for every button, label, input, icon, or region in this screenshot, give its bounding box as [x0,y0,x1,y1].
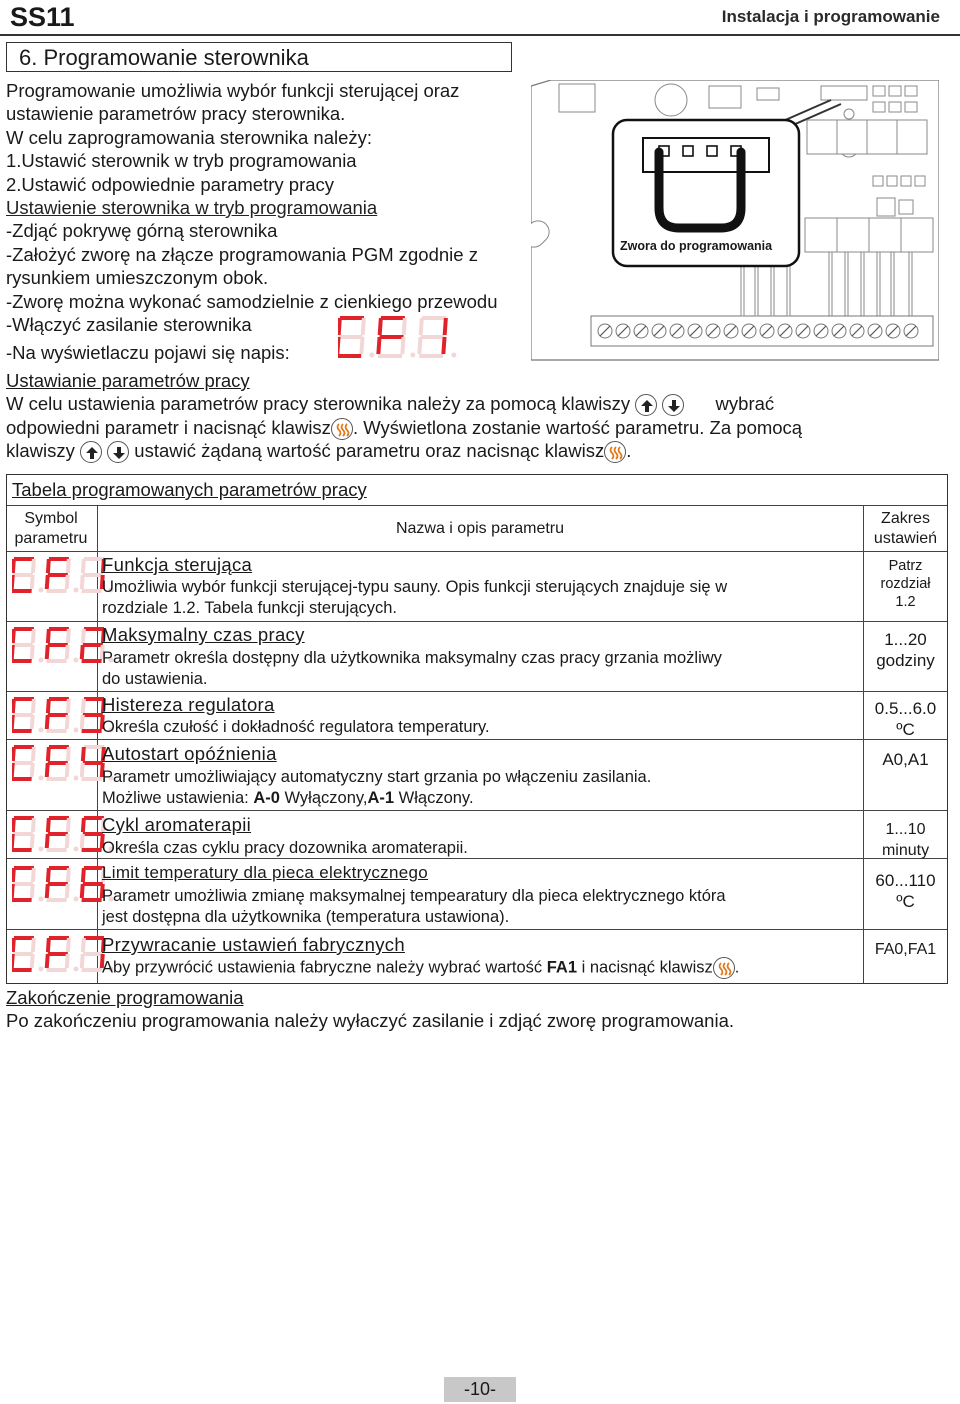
header-rule [0,34,960,36]
param-desc [102,717,490,738]
param-desc-line: Możliwe ustawienia: A-0 Wyłączony,A-1 Włączony. [102,789,474,807]
intro-line: 1.Ustawić sterownik w tryb programowania [6,150,357,172]
intro-line: Programowanie umożliwia wybór funkcji sterującej oraz [6,80,460,101]
param-range-line: ºC [896,892,915,911]
param-desc-line: Parametr określa dostępny dla użytkownika maksymalny czas pracy grzania możliwy [102,649,722,667]
controller-board-diagram [531,80,939,371]
param-name: Przywracanie ustawień fabrycznych [102,934,405,955]
param-desc [102,838,468,859]
table-title: Tabela programowanych parametrów pracy [12,479,367,500]
chapter-title: Instalacja i programowanie [721,7,940,26]
param-range [863,939,948,960]
jumper-label: Zwora do programowania [620,239,773,253]
header-symbol-line: parametru [14,530,88,547]
header-name: Nazwa i opis parametru [395,520,565,537]
param-range-line: 0.5...6.0 [874,699,937,718]
params-text: wybrać [715,393,775,414]
param-range-line: Patrz [888,558,923,574]
param-range [863,819,948,861]
param-range-line: 1...10 [885,821,926,838]
param-range-line: A0,A1 [882,750,929,769]
mode-line: rysunkiem umieszczonym obok. [6,267,269,289]
param-range-line: godziny [876,651,935,670]
header-range-line: ustawień [873,530,938,547]
param-range [863,557,948,611]
param-range-line: rozdział [880,576,931,592]
param-name: Funkcja sterująca [102,554,253,575]
mode-line: -Zworę można wykonać samodzielnie z cienkiego przewodu [6,290,498,312]
header-range-line: Zakres [881,510,930,527]
param-name: Histereza regulatora [102,694,275,715]
header-range [863,509,948,549]
arrow-up-key-icon [80,441,102,463]
section-title: 6. Programowanie sterownika [6,42,512,72]
params-line-1 [6,392,774,416]
end-text: Po zakończeniu programowania należy wyłaczyć zasilanie i zdjąć zworę programowania. [6,1010,735,1031]
param-range [863,629,948,671]
intro-text [6,79,498,336]
intro-line: 2.Ustawić odpowiednie parametry pracy [6,173,335,195]
params-text: odpowiedni parametr i nacisnąć klawisz [6,417,331,438]
header-symbol [6,509,96,549]
param-desc-line: jest dostępna dla użytkownika (temperatura ustawiona). [102,908,510,926]
param-range-line: 60...110 [875,871,936,890]
param-desc [102,886,726,928]
param-range [863,749,948,770]
mode-line: -Włączyć zasilanie sterownika [6,314,252,336]
display-readout-cf1 [338,316,461,363]
param-desc [102,577,727,619]
intro-line: ustawienie parametrów pracy sterownika. [6,103,346,125]
params-line-3 [6,439,631,463]
param-desc [102,957,739,979]
param-range-line: 1...20 [884,630,927,649]
param-range [863,870,948,912]
heat-waves-key-icon [713,957,735,979]
heat-waves-key-icon [331,418,353,440]
param-desc-line: rozdziale 1.2. Tabela funkcji sterujących. [102,599,398,617]
params-line-2 [6,416,802,440]
board-drawing [531,80,939,366]
param-range-line: ºC [896,720,915,739]
intro-line: W celu zaprogramowania sterownika należy: [6,126,373,148]
param-range-line: FA0,FA1 [874,941,937,958]
display-line: -Na wyświetlaczu pojawi się napis: [6,342,290,363]
end-heading: Zakończenie programowania [6,987,244,1008]
param-desc-line: Umożliwia wybór funkcji sterującej-typu sauny. Opis funkcji sterujących znajduje się w [102,578,728,596]
param-range-line: 1.2 [895,594,916,610]
arrow-down-key-icon [662,394,684,416]
param-name: Autostart opóźnienia [102,743,277,764]
param-desc-line: Określa czułość i dokładność regulatora temperatury. [102,718,490,736]
param-name: Maksymalny czas pracy [102,624,305,645]
mode-line: -Zdjąć pokrywę górną sterownika [6,220,278,242]
param-desc-line: Parametr umożliwiający automatyczny start grzania po włączeniu zasilania. [102,768,652,786]
params-text: W celu ustawienia parametrów pracy sterownika należy za pomocą klawiszy [6,393,631,414]
param-range [863,698,948,740]
header-symbol-line: Symbol [24,510,78,527]
params-text: . Wyświetlona zostanie wartość parametru. Za pomocą [352,417,803,438]
params-text: klawiszy [6,440,75,461]
param-range-line: minuty [881,842,930,859]
param-desc-line: Parametr umożliwia zmianę maksymalnej tempearatury dla pieca elektrycznego która [102,887,726,905]
param-desc [102,767,651,809]
mode-line: -Założyć zworę na złącze programowania PGM zgodnie z [6,243,478,265]
params-text: . [626,440,632,461]
params-heading: Ustawianie parametrów pracy [6,370,250,391]
param-name: Limit temperatury dla pieca elektrycznego [102,863,429,882]
param-desc-line: do ustawienia. [102,670,208,688]
seven-segment-display [338,316,461,363]
param-desc-line: Określa czas cyklu pracy dozownika aromaterapii. [102,839,468,857]
mode-heading: Ustawienie sterownika w tryb programowania [6,197,378,219]
params-text: ustawić żądaną wartość parametru oraz nacisnąc klawisz [134,440,605,461]
page-number: -10- [444,1377,516,1402]
arrow-up-key-icon [635,394,657,416]
param-desc [102,648,722,690]
arrow-down-key-icon [107,441,129,463]
param-name: Cykl aromaterapii [102,814,252,835]
param-desc-line: Aby przywrócić ustawienia fabryczne należy wybrać wartość FA1 i nacisnąć klawisz . [102,957,739,979]
document-title: SS11 [10,2,75,32]
heat-waves-key-icon [604,441,626,463]
